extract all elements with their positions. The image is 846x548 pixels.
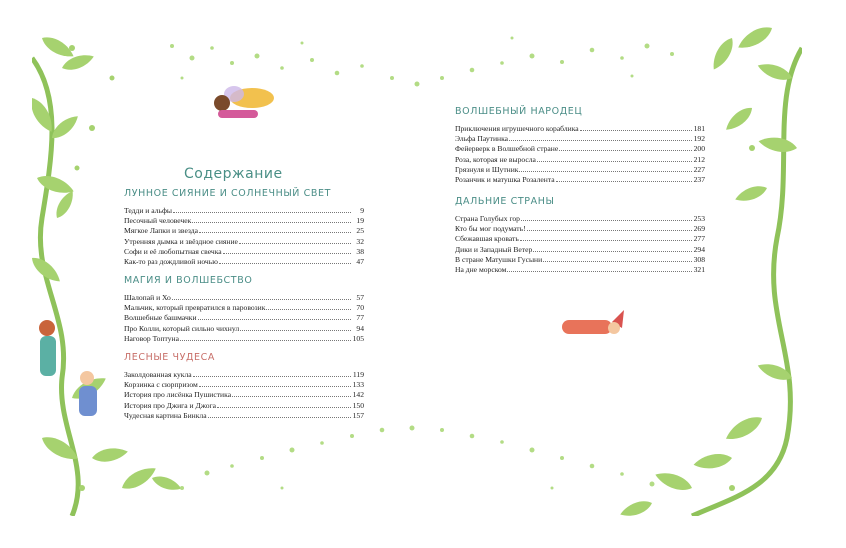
entry-page: 70	[356, 303, 364, 313]
toc-entry[interactable]	[455, 264, 705, 274]
toc-entry[interactable]	[124, 410, 364, 420]
entry-title: Как-то раз дождливой ночью	[124, 256, 218, 266]
toc-entry[interactable]	[455, 123, 705, 133]
entry-page: 119	[352, 370, 364, 379]
toc-entry[interactable]	[124, 205, 364, 215]
toc-entry[interactable]	[124, 292, 364, 302]
entry-page: 212	[693, 154, 705, 164]
entry-page: 227	[693, 164, 705, 174]
entry-page: 321	[693, 264, 705, 274]
entry-title: Софи и её любопытная свечка	[124, 246, 222, 256]
entry-title: В стране Матушки Гусыни	[455, 254, 543, 264]
entry-title: Роза, которая не выросла	[455, 154, 536, 164]
toc-entry[interactable]	[124, 215, 364, 225]
entry-title: Песочный человечек	[124, 216, 192, 226]
entry-title: Про Колли, который сильно чихнул	[124, 323, 240, 333]
entry-title: Грязнуля и Шутник	[455, 164, 519, 174]
entry-page: 133	[352, 380, 364, 390]
entry-title: Заколдованная кукла	[124, 370, 192, 379]
entry-title: Приключения игрушечного кораблика	[455, 124, 579, 133]
entry-title: Утренняя дымка и звёздное сияние	[124, 236, 238, 246]
toc-entry[interactable]	[124, 379, 364, 389]
entry-title: Чудесная картина Бинкла	[124, 410, 207, 420]
toc-entry[interactable]	[124, 389, 364, 399]
entry-page: 105	[352, 333, 364, 343]
section-forest	[124, 352, 364, 420]
entry-title: Тедди и альфы	[124, 206, 172, 215]
entry-title: Волшебные башмачки	[124, 313, 197, 323]
section-heading: ЛЕСНЫЕ ЧУДЕСА	[124, 352, 215, 363]
entry-title: Страна Голубых гор	[455, 214, 520, 223]
entry-page: 157	[352, 410, 364, 420]
entry-title: Розанчик и матушка Розалента	[455, 174, 555, 184]
toc-entry[interactable]	[124, 400, 364, 410]
toc-entry[interactable]	[124, 246, 364, 256]
entry-title: История про Джига и Джога	[124, 400, 217, 410]
entry-title: Наговор Топтуна	[124, 333, 179, 343]
section-moonlight	[124, 188, 364, 266]
toc-entry[interactable]	[124, 225, 364, 235]
toc-entry[interactable]	[124, 302, 364, 312]
toc-entry[interactable]	[124, 256, 364, 266]
toc-entry[interactable]	[455, 133, 705, 143]
section-heading: ДАЛЬНИЕ СТРАНЫ	[455, 196, 555, 207]
section-magic	[124, 275, 364, 343]
entry-title: Мягкое Лапки и звезда	[124, 226, 199, 236]
section-heading: ВОЛШЕБНЫЙ НАРОДЕЦ	[455, 106, 583, 117]
entry-title: Мальчик, который превратился в паровозик	[124, 303, 266, 313]
entry-page: 25	[356, 226, 364, 236]
section-heading: МАГИЯ И ВОЛШЕБСТВО	[124, 275, 253, 286]
dot-garland-top	[170, 37, 674, 87]
toc-entry[interactable]	[455, 254, 705, 264]
section-far-lands	[455, 196, 705, 274]
entry-page: 269	[693, 224, 705, 234]
toc-entries	[455, 123, 705, 184]
toc-entry[interactable]	[455, 154, 705, 164]
entry-page: 77	[356, 313, 364, 323]
entry-title: Корзинка с сюрпризом	[124, 380, 198, 390]
entry-page: 19	[356, 216, 364, 226]
dot-garland-bottom	[180, 426, 655, 491]
entry-title: Эльфа Паутинка	[455, 134, 509, 144]
entry-page: 32	[356, 236, 364, 246]
toc-entry[interactable]	[455, 223, 705, 233]
entry-page: 237	[693, 174, 705, 184]
toc-entry[interactable]	[455, 213, 705, 223]
entry-page: 38	[356, 246, 364, 256]
entry-page: 277	[693, 234, 705, 244]
toc-entry[interactable]	[455, 233, 705, 243]
toc-entries	[124, 205, 364, 266]
entry-title: История про лисёнка Пушистика	[124, 390, 232, 400]
toc-entry[interactable]	[455, 244, 705, 254]
toc-title: Содержание	[184, 166, 283, 182]
entry-page: 308	[693, 254, 705, 264]
entry-page: 294	[693, 244, 705, 254]
toc-entry[interactable]	[124, 333, 364, 343]
entry-title: Шалопай и Хо	[124, 293, 171, 302]
entry-title: Сбежавшая кровать	[455, 234, 519, 244]
fairy-illustration-top	[214, 86, 274, 118]
toc-entry[interactable]	[455, 174, 705, 184]
toc-entries	[124, 369, 364, 420]
entry-title: На дне морском	[455, 264, 507, 274]
toc-entries	[455, 213, 705, 274]
entry-page: 142	[352, 390, 364, 400]
toc-entry[interactable]	[455, 143, 705, 153]
entry-title: Фейерверк в Волшебной стране	[455, 144, 559, 154]
gnome-illustration	[562, 310, 624, 334]
toc-entry[interactable]	[124, 236, 364, 246]
book-spread	[32, 18, 802, 516]
entry-page: 181	[693, 124, 705, 133]
toc-entry[interactable]	[124, 312, 364, 322]
entry-page: 94	[356, 323, 364, 333]
entry-page: 57	[356, 293, 364, 302]
section-fairy-folk	[455, 106, 705, 184]
toc-entry[interactable]	[455, 164, 705, 174]
entry-page: 47	[356, 256, 364, 266]
toc-entry[interactable]	[124, 323, 364, 333]
entry-page: 150	[352, 400, 364, 410]
entry-page: 200	[693, 144, 705, 154]
toc-entry[interactable]	[124, 369, 364, 379]
toc-entries	[124, 292, 364, 343]
section-heading: ЛУННОЕ СИЯНИЕ И СОЛНЕЧНЫЙ СВЕТ	[124, 188, 331, 199]
entry-page: 253	[693, 214, 705, 223]
entry-page: 9	[360, 206, 364, 215]
entry-title: Кто бы мог подумать!	[455, 224, 526, 234]
children-illustration	[39, 320, 97, 416]
entry-page: 192	[693, 134, 705, 144]
entry-title: Дики и Западный Ветер	[455, 244, 533, 254]
